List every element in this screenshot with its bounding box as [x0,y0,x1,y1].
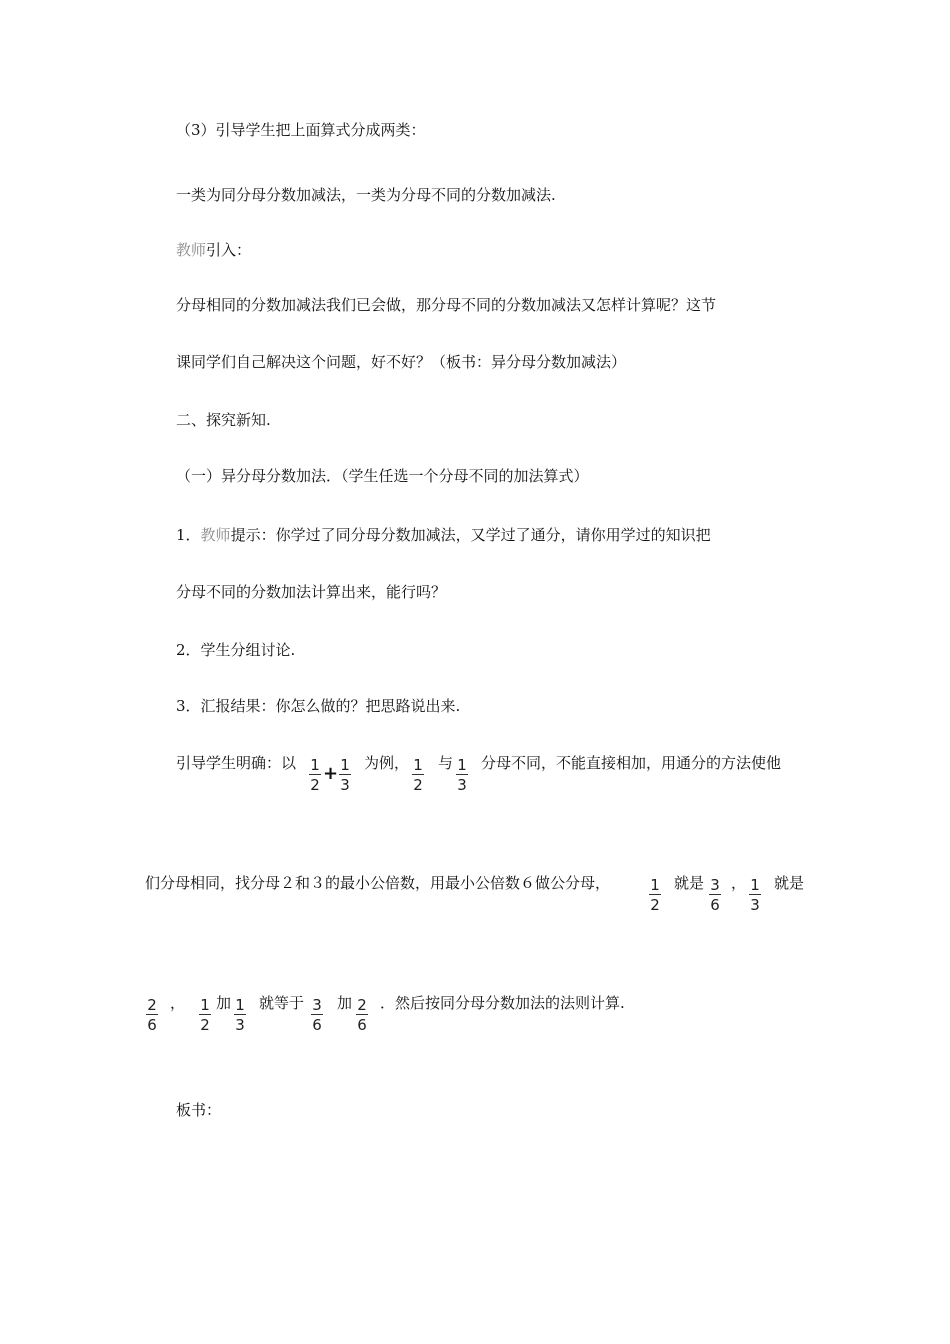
teacher-label: 教师 [200,526,231,544]
teacher-intro-label [176,240,251,260]
guide-text-b: 为例， [364,754,410,772]
guide-text-a: 引导学生明确：以 [176,754,297,772]
fraction-numerator: 3 [710,876,720,894]
intro-paragraph-line-1: 分母相同的分数加减法我们已会做，那分母不同的分数加减法又怎样计算呢？这节 [176,296,717,314]
fraction-numerator: 1 [457,756,467,774]
comma: ， [170,994,186,1012]
fraction-numerator: 1 [310,756,320,774]
fraction-denominator: 3 [750,896,760,914]
common-denominator-text: 们分母相同，找分母２和３的最小公倍数，用最小公倍数６做公分母， [145,874,611,892]
fraction-denominator: 2 [310,776,320,794]
fraction-denominator: 6 [312,1016,322,1034]
fraction-numerator: 1 [235,996,245,1014]
equals-text-1: 就是 [674,874,705,892]
fraction-numerator: 1 [340,756,350,774]
fraction-one-half [411,756,425,795]
guide-text-d: 分母不同，不能直接相加，用通分的方法使他 [481,754,782,772]
fraction-three-sixths [708,876,722,915]
fraction-two-sixths [145,996,159,1035]
fraction-numerator: 1 [650,876,660,894]
fraction-one-half [308,756,322,795]
classification-text: 一类为同分母分数加减法，一类为分母不同的分数加减法. [176,186,556,204]
step-1-text-continued: 分母不同的分数加法计算出来，能行吗？ [176,583,447,601]
fraction-denominator: 6 [357,1016,367,1034]
step-1-number: 1． [176,526,201,544]
fraction-denominator: 3 [340,776,350,794]
fraction-numerator: 1 [750,876,760,894]
fraction-numerator: 2 [147,996,157,1014]
fraction-denominator: 2 [650,896,660,914]
fraction-one-third [455,756,469,795]
equals-text-2: 就是 [774,874,805,892]
step-2-text: 2．学生分组讨论. [176,641,296,659]
fraction-one-third [338,756,352,795]
fraction-one-third [233,996,247,1035]
intro-paragraph-line-2: 课同学们自己解决这个问题，好不好？（板书：异分母分数加减法） [176,353,627,371]
fraction-denominator: 2 [413,776,423,794]
fraction-one-half [648,876,662,915]
intro-label: 引入： [206,241,252,259]
fraction-numerator: 1 [200,996,210,1014]
then-compute-text: ．然后按同分母分数加法的法则计算. [380,994,625,1012]
fraction-denominator: 3 [235,1016,245,1034]
step-1-text [176,525,711,545]
fraction-numerator: 1 [413,756,423,774]
fraction-two-sixths [355,996,369,1035]
fraction-denominator: 3 [457,776,467,794]
add-text-2: 加 [337,994,353,1012]
equals-to-text: 就等于 [259,994,305,1012]
teacher-label: 教师 [176,241,207,259]
blackboard-label: 板书： [176,1101,222,1119]
guide-text-c: 与 [438,754,454,772]
fraction-numerator: 3 [312,996,322,1014]
comma: ， [731,874,747,892]
fraction-three-sixths [310,996,324,1035]
section-2-heading: 二、探究新知. [176,411,271,429]
subsection-1-heading: （一）异分母分数加法．（学生任选一个分母不同的加法算式） [176,467,589,485]
fraction-one-third [748,876,762,915]
step-1-prompt: 提示：你学过了同分母分数加减法，又学过了通分，请你用学过的知识把 [230,526,711,544]
step-3-heading: （3）引导学生把上面算式分成两类： [176,121,426,139]
step-3-text: 3．汇报结果：你怎么做的？把思路说出来. [176,697,461,715]
fraction-numerator: 2 [357,996,367,1014]
plus-sign: + [323,763,339,784]
fraction-one-half [198,996,212,1035]
fraction-denominator: 6 [147,1016,157,1034]
fraction-denominator: 6 [710,896,720,914]
add-text-1: 加 [216,994,232,1012]
fraction-denominator: 2 [200,1016,210,1034]
